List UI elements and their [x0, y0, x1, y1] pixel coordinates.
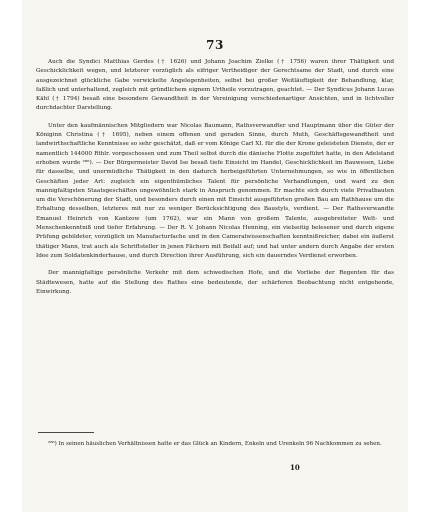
page-number: 73	[206, 38, 224, 52]
paragraph-court-relations: Der mannigfaltige persönliche Verkehr mit dem schwedischen Hofe, und die Vorliebe der Regenten für das Städtewesen, hatte auf die Stellung des Rathes eine bedeutende, der schärferen Beobachtung nicht entgehende, Einwirkung.	[36, 270, 394, 295]
paragraph-merchants: Unter den kaufmännischen Mitgliedern war Nicolas Baumann, Rathsverwandter und Hauptmann über die Güter der Königinn Christina († 1695), neben einem offenen und geraden Sinne, durch Muth, Geschäftsgewandtheit und landwirthschaftliche Kenntnisse so sehr geschätzt, daß er vom Könige Carl XI. für die der Krone geleisteten Dienste, der er namentlich 144000 Rthlr. vorgeschossen und zum Theil selbst durch die dänische Flotte zugeführt hatte, in den Adelstand erhoben wurde ²⁸⁶). — Der Bürgermeister David Ise besaß tiefe Einsicht im Handel, Geschicklichkeit im Bauwesen, Liebe für dasselbe, und unermüdliche Thätigkeit in den dadurch herbeigeführten Unternehmungen, so wie in öffentlichen Geschäften jeder Art: zugleich ein eigenthümliches Talent für persönliche Verhandlungen, und ward zu den mannigfaltigsten Staatsgeschäften ungewöhnlich stark in Anspruch genommen. Er machte sich durch viele Privatbauten um die Verschönerung der Stadt, und besonders durch einen mit Einsicht ausgeführten großen Bau am Rathhause um die Erhaltung desselben, letzteres mit nur zu weniger Berücksichtigung des Baustyls, verdient. — Der Rathsverwandte Emanuel Heinrich von Kantzow (um 1762), war ein Mann von großem Talente, ausgebreiteter Welt- und Menschenkenntniß und tiefer Erfahrung. — Der R. V. Johann Nicolas Henning, ein vielseitig belesener und durch eigene Prüfung gebildeter, vorzüglich im Manufacturfache und in den Cameralwissenschaften kenntnißreicher, dabei ein äußerst thätiger Mann, trat auch als Schriftsteller in jenen Fächern mit Beifall auf; und hat unter andern durch Angabe der ersten Idee zum Soldatenkinderhause, und durch Direction ihrer Ausführung, sich ein dauerndes Verdienst erworben.	[36, 122, 394, 259]
book-page	[22, 0, 408, 512]
footnote-divider	[38, 432, 94, 433]
body-text	[36, 58, 394, 297]
footnote: ²⁸⁶) In seinen häuslichen Verhältnissen hatte er das Glück an Kindern, Enkeln und Urenkeln 96 Nachkommen zu sehen.	[48, 441, 382, 447]
signature-mark: 10	[290, 463, 300, 472]
paragraph-syndici: Auch die Syndici Matthias Gerdes († 1626) und Johann Joachim Zielke († 1756) waren ihrer Thätigkeit und Geschicklichkeit wegen, und letzterer vorzüglich als eifriger Vertheidiger der Gerechtsame der Stadt, und durch eine ausgezeichnet glückliche Gabe verwickelte Angelegenheiten, selbst bei großer Weitläuftigkeit der Behandlung, klar, faßlich und unterhaltend, zugleich mit gründlichem eignem Urtheile vorzutragen, geachtet. — Der Syndicus Johann Lucas Kähl († 1794) besaß eine besondere Gewandtheit in der Vereinigung verschiedenartiger Ansichten, und in lichtvoller durchdachter Darstellung.	[36, 59, 394, 112]
